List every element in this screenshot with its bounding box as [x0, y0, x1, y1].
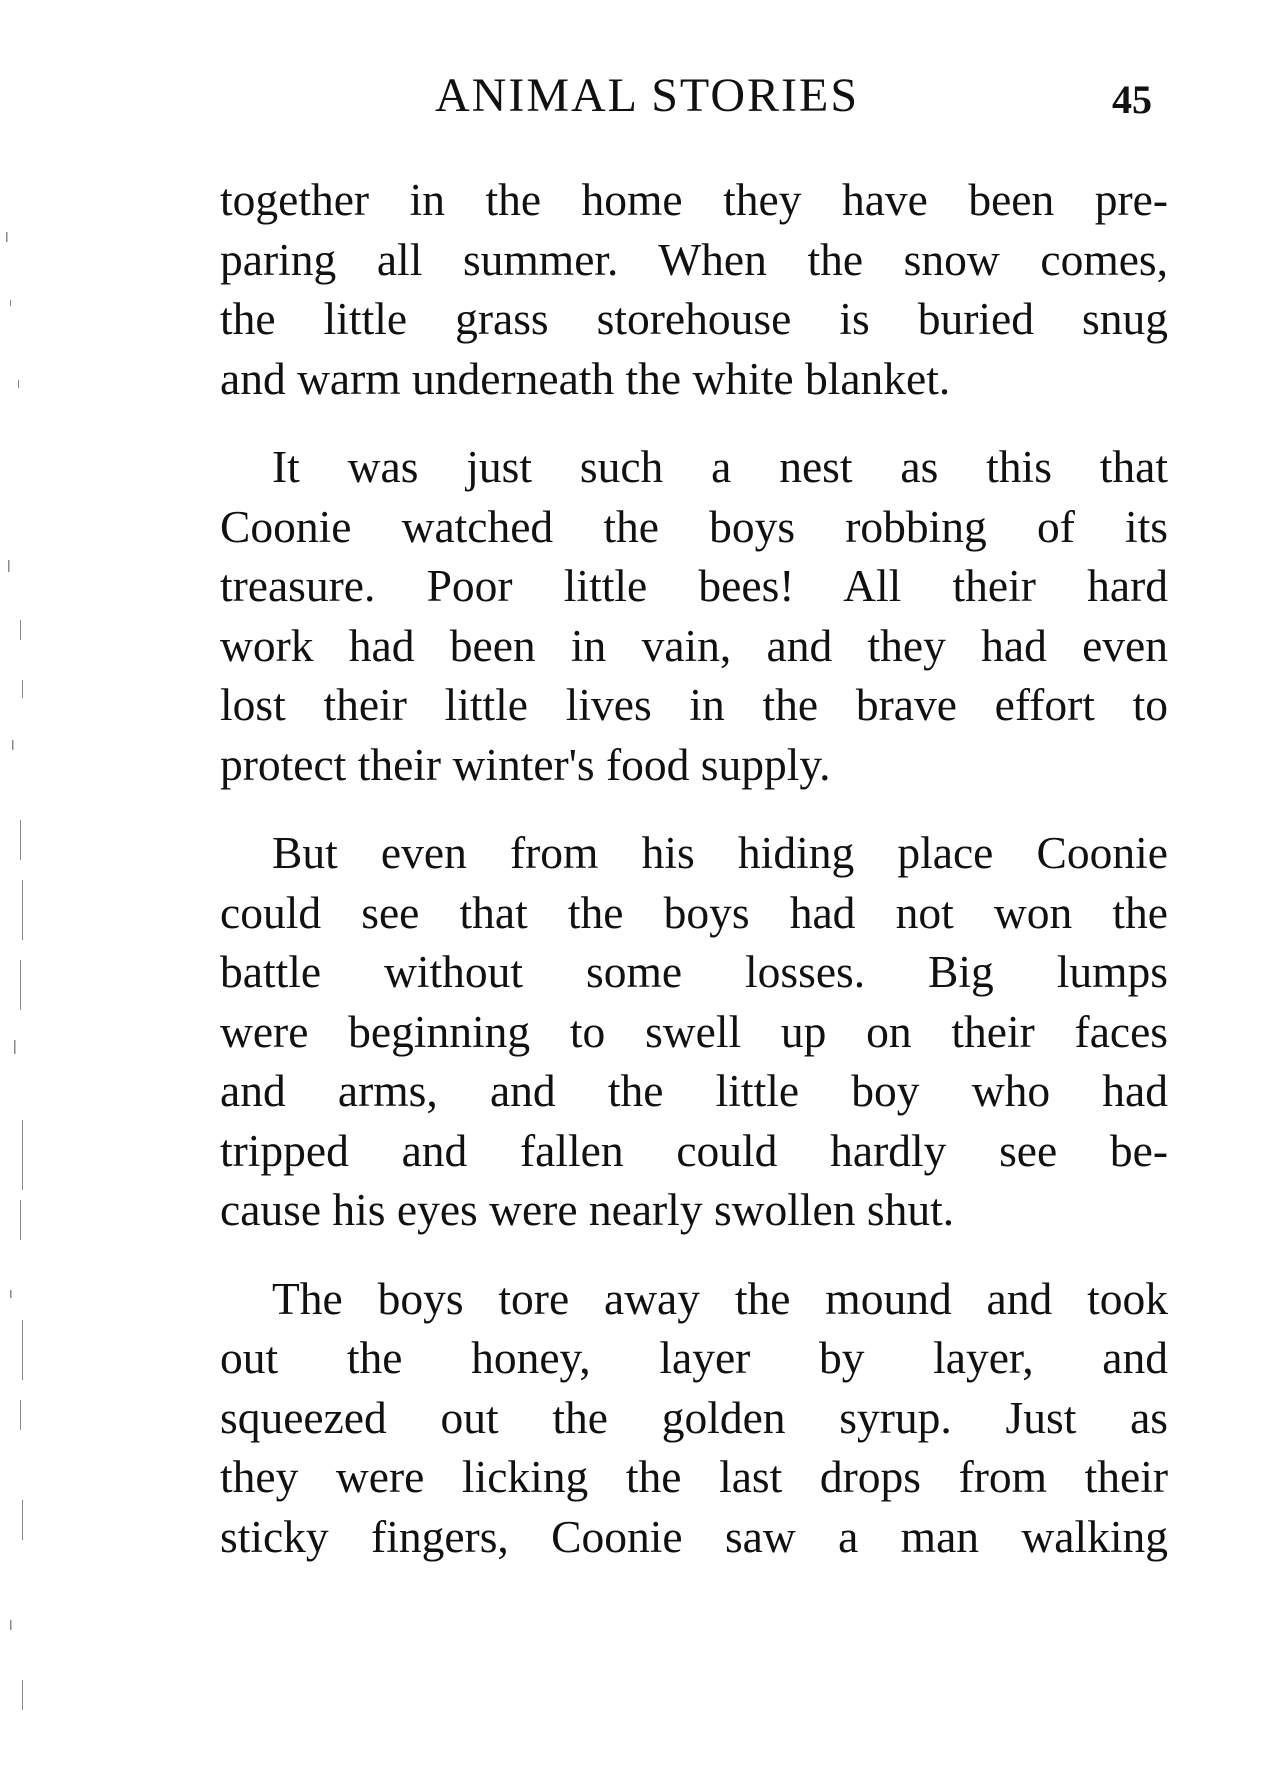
text-line: they were licking the last drops from their: [220, 1451, 1168, 1502]
text-line: were beginning to swell up on their faces: [220, 1005, 1168, 1057]
page-number: 45: [1112, 77, 1152, 122]
text-line: But even from his hiding place Coonie: [272, 827, 1168, 878]
text-line: cause his eyes were nearly swollen shut.: [220, 1184, 955, 1235]
text-line: out the honey, layer by layer, and: [220, 1332, 1168, 1383]
paragraph: [220, 1269, 1168, 1567]
text-line: work had been in vain, and they had even: [220, 619, 1168, 671]
text-line: could see that the boys had not won the: [220, 886, 1168, 938]
text-line: together in the home they have been pre-: [220, 174, 1168, 225]
text-line: squeezed out the golden syrup. Just as: [220, 1391, 1168, 1443]
running-head-title: ANIMAL STORIES: [435, 69, 860, 122]
text-line: treasure. Poor little bees! All their hard: [220, 560, 1168, 611]
text-line: It was just such a nest as this that: [272, 441, 1168, 492]
text-line: sticky fingers, Coonie saw a man walking: [220, 1510, 1168, 1562]
gutter-scan-specks: [0, 0, 60, 1773]
text-line: the little grass storehouse is buried snug: [220, 293, 1168, 344]
body-text: [220, 170, 1168, 1566]
text-line: and warm underneath the white blanket.: [220, 352, 951, 404]
text-line: Coonie watched the boys robbing of its: [220, 500, 1168, 552]
text-line: and arms, and the little boy who had: [220, 1065, 1168, 1116]
text-line: battle without some losses. Big lumps: [220, 946, 1168, 997]
paragraph: [220, 823, 1168, 1240]
paragraph: [220, 437, 1168, 794]
text-line: lost their little lives in the brave effort to: [220, 679, 1168, 730]
text-line: The boys tore away the mound and took: [272, 1272, 1168, 1324]
text-line: protect their winter's food supply.: [220, 738, 831, 790]
text-line: tripped and fallen could hardly see be-: [220, 1124, 1168, 1176]
paragraph: [220, 170, 1168, 408]
text-line: paring all summer. When the snow comes,: [220, 233, 1168, 285]
